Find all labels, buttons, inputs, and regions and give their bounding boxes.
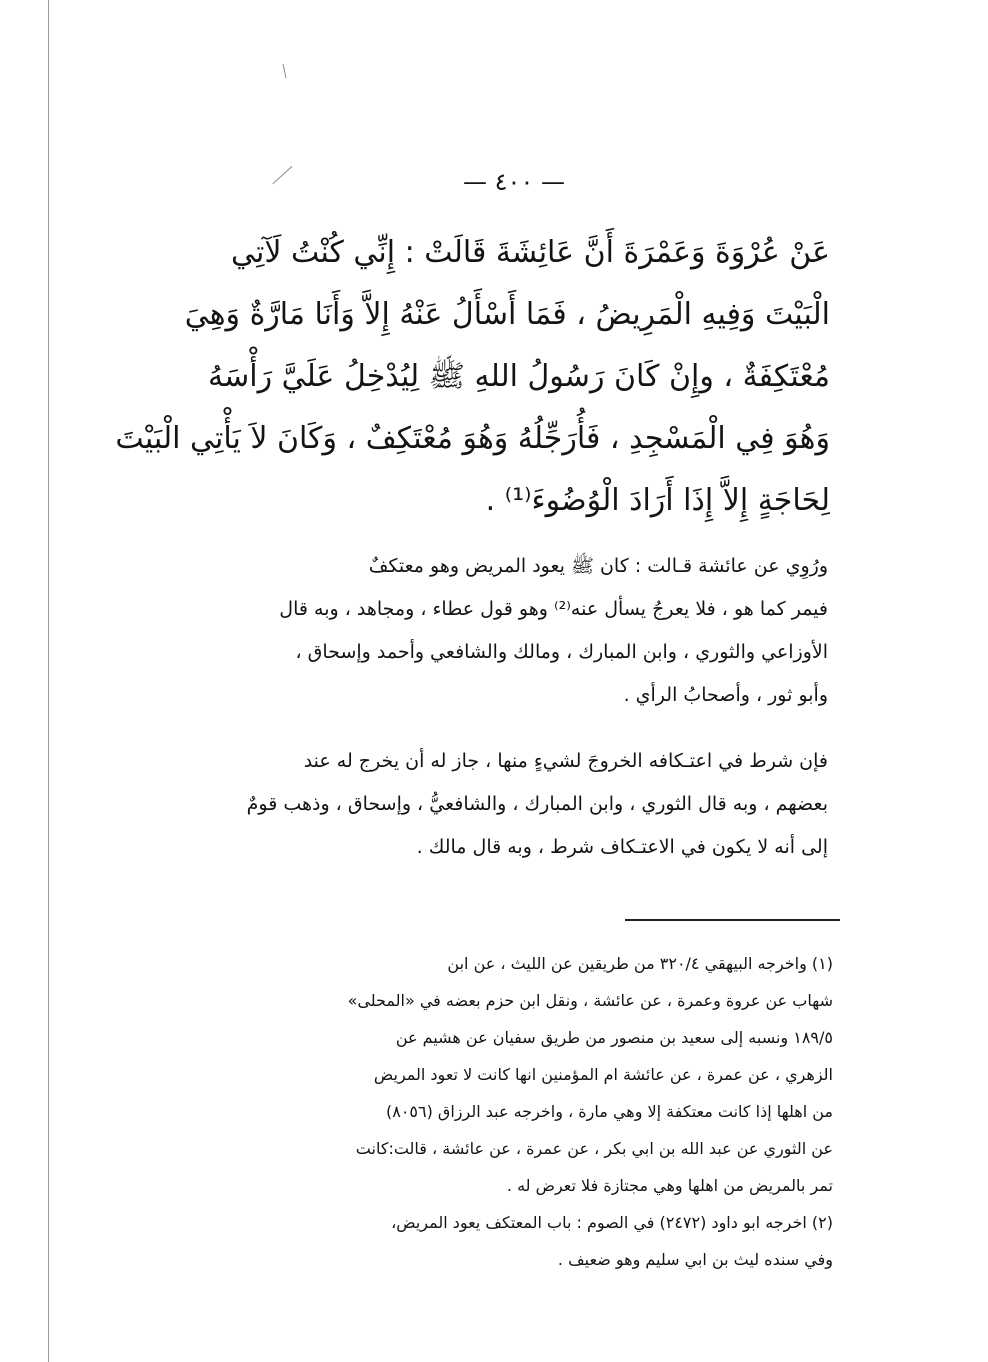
footnote-line: وفي سنده ليث بن ابي سليم وهو ضعيف . xyxy=(557,1250,833,1269)
paragraph-line: إلى أنه لا يكون في الاعتـكاف شرط ، وبه قال مالك . xyxy=(416,836,828,858)
hadith-text xyxy=(115,222,830,532)
hadith-line: وَهُوَ فِي الْمَسْجِدِ ، فَأُرَجِّلُهُ وَهُوَ مُعْتَكِفٌ ، وَكَانَ لاَ يَأْتِي الْبَيْتَ xyxy=(115,421,830,456)
footnote-line: شهاب عن عروة وعمرة ، عن عائشة ، ونقل ابن حزم بعضه في «المحلى» xyxy=(347,991,833,1010)
commentary-paragraph-1 xyxy=(188,545,828,717)
paragraph-line: الأوزاعي والثوري ، وابن المبارك ، ومالك والشافعي وأحمد وإسحاق ، xyxy=(295,641,828,663)
footnotes xyxy=(183,945,833,1278)
scan-speck xyxy=(273,166,293,184)
paragraph-line: فإن شرط في اعتـكافه الخروجَ لشيءٍ منها ، جاز له أن يخرج له عند xyxy=(303,750,828,772)
paragraph-line: ورُوِي عن عائشة قـالت : كان ﷺ يعود المريض وهو معتكفٌ xyxy=(368,555,828,577)
paragraph-line: بعضهم ، وبه قال الثوري ، وابن المبارك ، والشافعيُّ ، وإسحاق ، وذهب قومٌ xyxy=(246,793,828,815)
page-number: — ٤٠٠ — xyxy=(463,168,565,196)
paragraph-line: فيمر كما هو ، فلا يعرجُ يسأل عنه⁽²⁾ وهو قول عطاء ، ومجاهد ، وبه قال xyxy=(279,598,828,620)
footnote-divider xyxy=(625,919,840,921)
hadith-line: عَنْ عُرْوَةَ وَعَمْرَةَ أَنَّ عَائِشَةَ قَالَتْ : إِنِّي كُنْتُ لَآتِي xyxy=(231,235,830,270)
hadith-line: مُعْتَكِفَةٌ ، وإِنْ كَانَ رَسُولُ اللهِ ﷺ لِيُدْخِلُ عَلَيَّ رَأْسَهُ xyxy=(208,359,830,394)
footnote-line: تمر بالمريض من اهلها وهي مجتازة فلا تعرض له . xyxy=(506,1176,833,1195)
paragraph-line: وأبو ثور ، وأصحابُ الرأي . xyxy=(623,684,828,706)
footnote-line: ١٨٩/٥ ونسبه إلى سعيد بن منصور من طريق سفيان عن هشيم عن xyxy=(395,1028,833,1047)
scan-speck xyxy=(283,64,287,78)
footnote-line: الزهري ، عن عمرة ، عن عائشة ام المؤمنين انها كانت لا تعود المريض xyxy=(373,1065,833,1084)
footnote-line: (١) واخرجه البيهقي ٣٢٠/٤ من طريقين عن الليث ، عن ابن xyxy=(447,954,833,973)
scan-margin-line xyxy=(48,0,49,1362)
commentary-paragraph-2 xyxy=(188,740,828,869)
footnote-line: عن الثوري عن عبد الله بن ابي بكر ، عن عمرة ، عن عائشة ، قالت:كانت xyxy=(355,1139,833,1158)
footnote-line: من اهلها إذا كانت معتكفة إلا وهي مارة ، واخرجه عبد الرزاق (٨٠٥٦) xyxy=(385,1102,833,1121)
hadith-line: لِحَاجَةٍ إِلاَّ إِذَا أَرَادَ الْوُضُوءَ⁽¹⁾ . xyxy=(485,483,830,518)
footnote-line: (٢) اخرجه ابو داود (٢٤٧٢) في الصوم : باب المعتكف يعود المريض، xyxy=(391,1213,833,1232)
hadith-line: الْبَيْتَ وَفِيهِ الْمَرِيضُ ، فَمَا أَسْأَلُ عَنْهُ إِلاَّ وَأَنَا مَارَّةٌ وَهِيَ xyxy=(184,297,830,332)
